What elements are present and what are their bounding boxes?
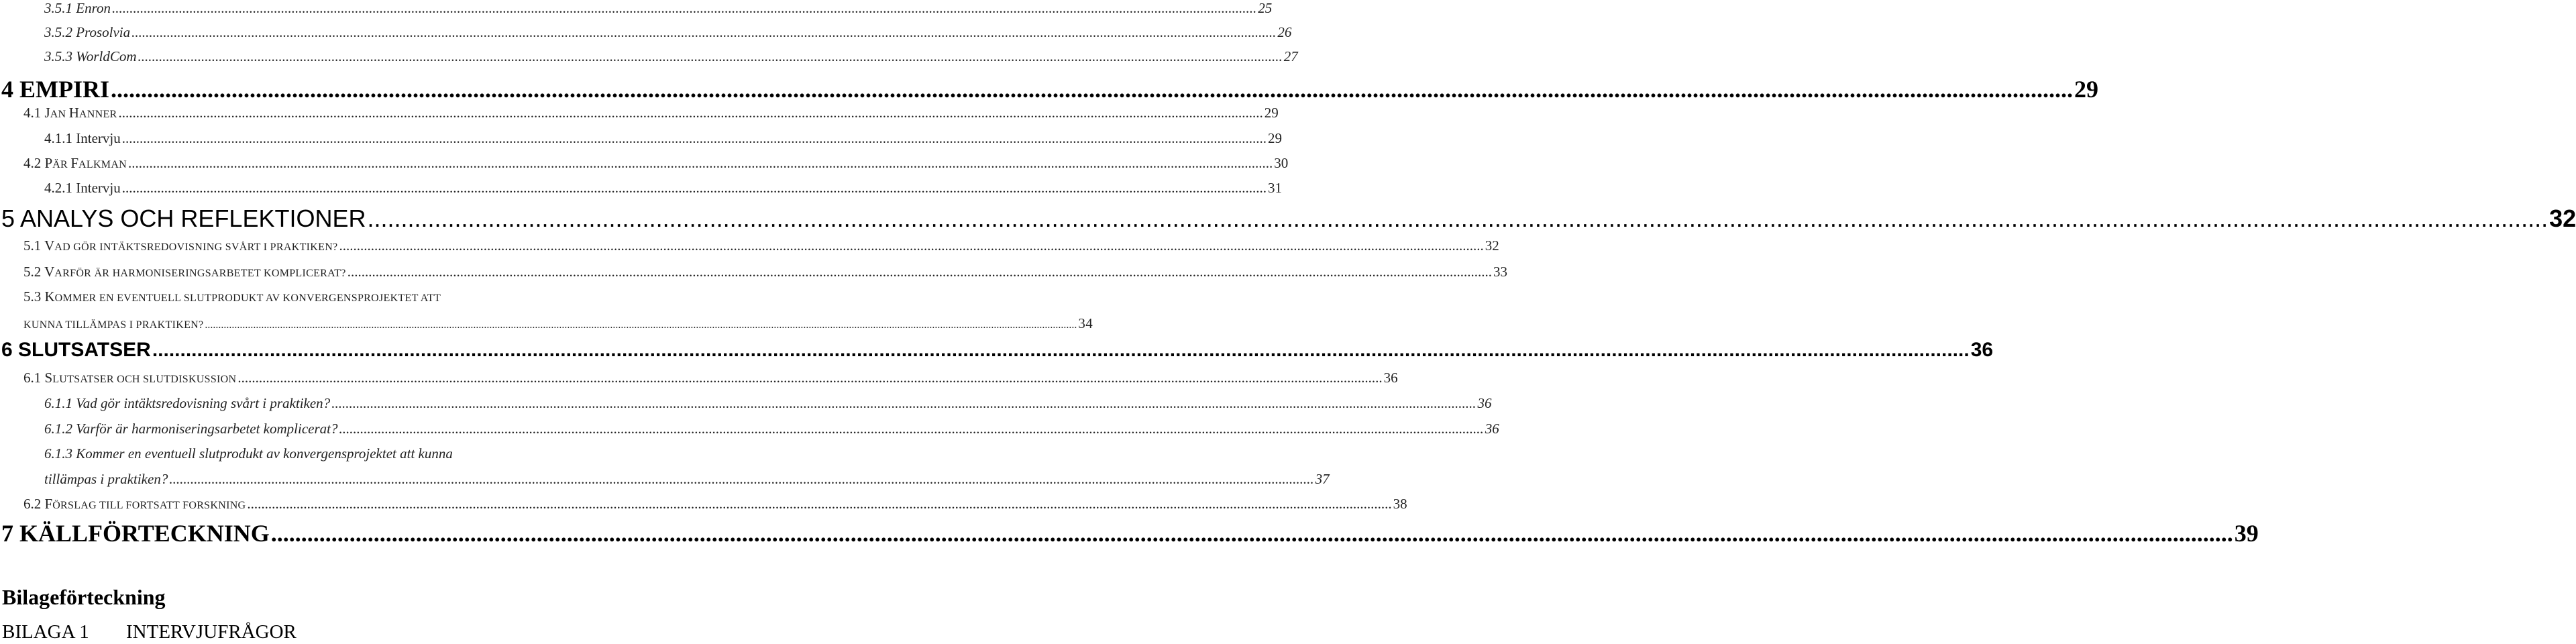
toc-entry-page: 30 xyxy=(1274,155,1289,171)
toc-entry-label xyxy=(23,105,117,121)
section-title-initial: S xyxy=(44,370,53,386)
toc-entry-label xyxy=(23,264,346,280)
toc-entry-label xyxy=(23,237,337,254)
toc-section[interactable] xyxy=(0,105,1279,121)
toc-entry[interactable] xyxy=(0,421,1499,437)
toc-entry-label: 3.5.1 Enron xyxy=(44,0,111,16)
dot-leader xyxy=(128,155,1273,172)
toc-section[interactable] xyxy=(0,288,665,305)
toc-entry-page: 36 xyxy=(1970,339,1994,361)
section-number: 5.3 xyxy=(23,288,42,305)
toc-entry[interactable] xyxy=(0,445,686,462)
toc-entry-label: 3.5.2 Prosolvia xyxy=(44,24,131,40)
toc-entry-label: 5 ANALYS OCH REFLEKTIONER xyxy=(1,205,366,232)
section-number: 4.2 xyxy=(23,155,42,171)
toc-entry-page: 39 xyxy=(2234,520,2259,547)
section-number: 4.1 xyxy=(23,105,42,121)
toc-entry-label xyxy=(23,155,127,172)
toc-entry[interactable] xyxy=(0,24,1292,41)
toc-section[interactable] xyxy=(0,264,1507,280)
toc-chapter[interactable] xyxy=(0,339,1994,362)
section-title-rest: AD GÖR INTÄKTSREDOVISNING SVÅRT I PRAKTIKEN? xyxy=(54,241,338,253)
toc-entry-label: 6.1.2 Varför är harmoniseringsarbetet komplicerat? xyxy=(44,421,338,437)
toc-entry-page: 29 xyxy=(1264,105,1279,121)
toc-entry-page: 32 xyxy=(2549,205,2576,232)
toc-entry-label: KUNNA TILLÄMPAS I PRAKTIKEN? xyxy=(23,319,204,331)
toc-entry-label: 4.1.1 Intervju xyxy=(44,130,121,146)
section-number: 6.1 xyxy=(23,370,42,386)
section-title-rest: OMMER EN EVENTUELL SLUTPRODUKT AV KONVERGENSPROJEKTET ATT xyxy=(54,292,441,304)
section-title-rest: LUTSATSER OCH SLUTDISKUSSION xyxy=(52,374,237,385)
section-title-rest: ARFÖR ÄR HARMONISERINGSARBETET KOMPLICERAT? xyxy=(54,268,346,279)
dot-leader xyxy=(169,471,1313,488)
section-title-initial: F xyxy=(44,496,53,512)
section-number: 6.2 xyxy=(23,496,42,512)
dot-leader xyxy=(111,75,2073,103)
section-title-initial: J xyxy=(44,105,50,121)
toc-entry-label: 4.2.1 Intervju xyxy=(44,180,121,196)
toc-entry-page: 26 xyxy=(1277,24,1292,40)
toc-entry[interactable] xyxy=(0,0,1273,17)
toc-entry-continuation[interactable] xyxy=(0,471,1330,488)
toc-entry-page: 33 xyxy=(1493,264,1507,280)
section-number: 5.2 xyxy=(23,264,42,280)
toc-entry-page: 29 xyxy=(1267,130,1282,146)
toc-entry[interactable] xyxy=(0,48,1298,65)
dot-leader xyxy=(347,264,1492,280)
section-title-rest: ÄR xyxy=(52,159,71,170)
section-title-initial: K xyxy=(44,288,55,305)
section-title-initial: V xyxy=(44,264,55,280)
toc-entry-label: 6.1.1 Vad gör intäktsredovisning svårt i praktiken? xyxy=(44,395,331,411)
section-title-initial: V xyxy=(44,237,55,254)
appendix-item-id: BILAGA 1 xyxy=(2,621,89,643)
dot-leader xyxy=(271,519,2233,547)
toc-entry[interactable] xyxy=(0,395,1492,412)
dot-leader xyxy=(237,370,1382,386)
toc-chapter[interactable] xyxy=(0,75,2098,103)
section-title-rest: ÖRSLAG TILL FORTSATT FORSKNING xyxy=(52,500,246,511)
appendix-item-name: INTERVJUFRÅGOR xyxy=(126,621,297,643)
dot-leader xyxy=(122,130,1267,147)
toc-entry-page: 34 xyxy=(1078,315,1093,331)
toc-entry[interactable] xyxy=(0,130,1282,147)
section-title-rest: ALKMAN xyxy=(78,159,127,170)
section-number: 5.1 xyxy=(23,237,42,254)
toc-entry-label xyxy=(23,288,441,305)
toc-entry-label: 6.1.3 Kommer en eventuell slutprodukt av konvergensprojektet att kunna xyxy=(44,445,453,462)
section-title-initial: F xyxy=(70,155,79,171)
toc-entry-page: 25 xyxy=(1258,0,1273,16)
toc-entry-page: 32 xyxy=(1485,237,1499,254)
toc-entry-label: 7 KÄLLFÖRTECKNING xyxy=(1,520,270,547)
toc-entry-page: 29 xyxy=(2074,76,2098,103)
section-title-initial: H xyxy=(68,105,79,121)
toc-entry-label xyxy=(23,370,236,386)
dot-leader xyxy=(247,496,1391,513)
toc-entry-page: 27 xyxy=(1283,48,1298,64)
toc-section[interactable] xyxy=(0,370,1398,386)
dot-leader xyxy=(118,105,1263,121)
dot-leader xyxy=(131,24,1276,41)
toc-section-continuation[interactable] xyxy=(0,315,1093,332)
toc-entry-label: 4 EMPIRI xyxy=(1,76,109,103)
toc-section[interactable] xyxy=(0,155,1289,172)
appendix-heading: Bilageförteckning xyxy=(2,585,166,609)
dot-leader xyxy=(339,237,1483,254)
toc-chapter[interactable] xyxy=(0,519,2259,547)
appendix-item[interactable] xyxy=(2,621,297,643)
toc-entry-label: 3.5.3 WorldCom xyxy=(44,48,137,64)
toc-entry[interactable] xyxy=(0,180,1282,197)
toc-entry-page: 37 xyxy=(1315,471,1330,487)
dot-leader xyxy=(331,395,1476,412)
section-title-rest: ANNER xyxy=(78,109,117,120)
toc-entry-page: 36 xyxy=(1383,370,1398,386)
toc-section[interactable] xyxy=(0,237,1499,254)
dot-leader xyxy=(112,0,1256,17)
dot-leader xyxy=(205,319,1077,331)
dot-leader xyxy=(138,48,1283,65)
toc-entry-page: 36 xyxy=(1485,421,1499,437)
toc-entry-label xyxy=(23,496,246,513)
toc-chapter[interactable] xyxy=(0,205,2576,233)
section-title-rest: AN xyxy=(50,109,69,120)
toc-entry-page: 36 xyxy=(1477,395,1492,411)
dot-leader xyxy=(122,180,1267,197)
dot-leader xyxy=(367,205,2548,233)
toc-section[interactable] xyxy=(0,496,1407,513)
section-title-initial: P xyxy=(44,155,53,171)
toc-entry-label: tillämpas i praktiken? xyxy=(44,471,168,487)
toc-entry-page: 31 xyxy=(1267,180,1282,196)
dot-leader xyxy=(339,421,1483,437)
toc-entry-page: 38 xyxy=(1393,496,1407,512)
dot-leader xyxy=(152,339,1970,362)
toc-entry-label: 6 SLUTSATSER xyxy=(1,339,151,361)
